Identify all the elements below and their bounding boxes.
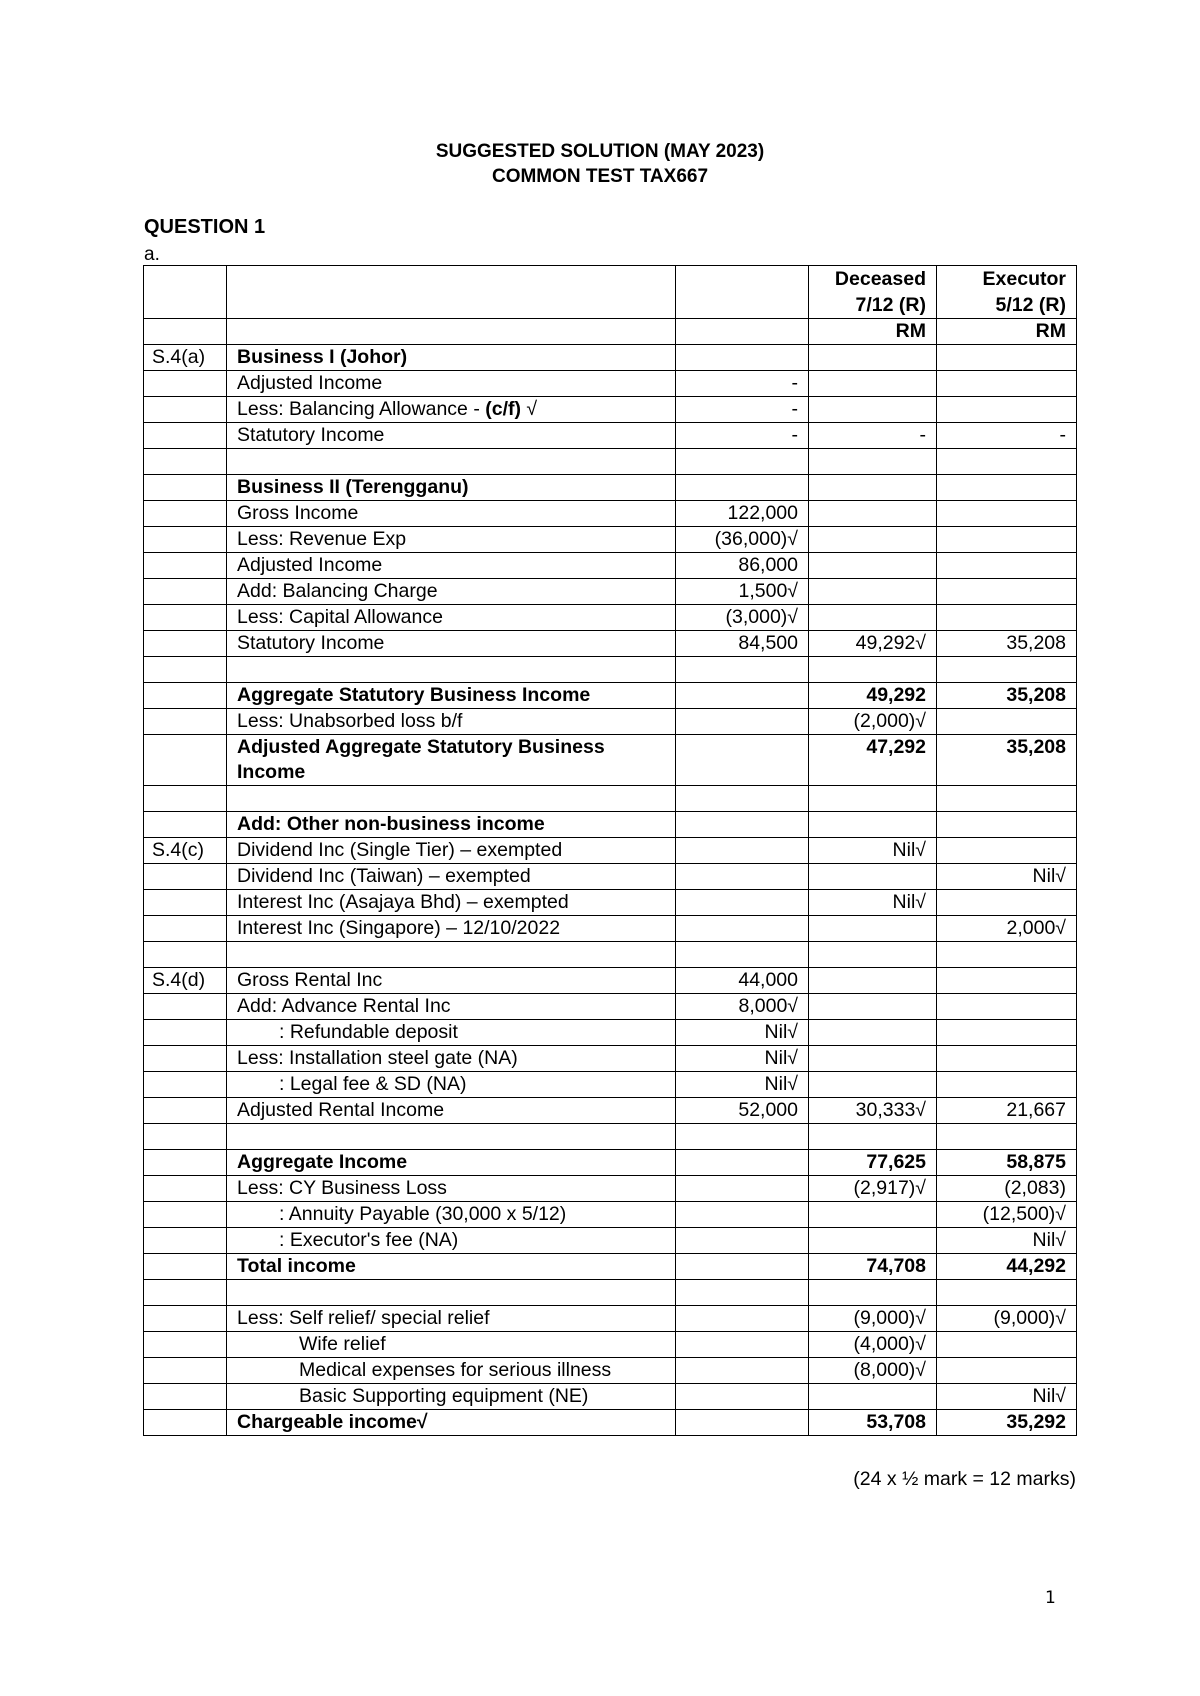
row-label: Business II (Terengganu): [227, 475, 676, 501]
deceased-cell: [809, 345, 937, 371]
section-code: [144, 1046, 227, 1072]
table-row: [144, 1306, 1077, 1332]
executor-cell: Nil√: [937, 864, 1077, 890]
section-code: [144, 1280, 227, 1306]
executor-cell: 35,208: [937, 735, 1077, 786]
executor-cell: -: [937, 423, 1077, 449]
deceased-heading: Deceased: [834, 268, 926, 290]
deceased-cell: [809, 1280, 937, 1306]
table-row: [144, 345, 1077, 371]
amount-cell: [676, 1384, 809, 1410]
row-label: Less: Installation steel gate (NA): [227, 1046, 676, 1072]
table-row: [144, 916, 1077, 942]
deceased-cell: [809, 1072, 937, 1098]
section-code: [144, 812, 227, 838]
row-label: Statutory Income: [227, 631, 676, 657]
section-code: [144, 864, 227, 890]
row-label: Statutory Income: [227, 423, 676, 449]
executor-cell: [937, 1046, 1077, 1072]
section-code: [144, 631, 227, 657]
row-label: Gross Income: [227, 501, 676, 527]
executor-cell: [937, 890, 1077, 916]
document-subtitle: COMMON TEST TAX667: [491, 166, 709, 187]
row-label: Add: Advance Rental Inc: [227, 994, 676, 1020]
amount-cell: Nil√: [676, 1072, 809, 1098]
solution-table: [143, 265, 1077, 1436]
amount-cell: [676, 1332, 809, 1358]
executor-cell: [937, 1124, 1077, 1150]
deceased-cell: [809, 579, 937, 605]
deceased-cell: [809, 527, 937, 553]
executor-cell: [937, 1072, 1077, 1098]
section-code: [144, 475, 227, 501]
table-row: [144, 1150, 1077, 1176]
table-row: [144, 1410, 1077, 1436]
row-label: [227, 1124, 676, 1150]
amount-cell: 86,000: [676, 553, 809, 579]
table-row: [144, 1280, 1077, 1306]
deceased-cell: (9,000)√: [809, 1306, 937, 1332]
deceased-ratio: 7/12 (R): [855, 294, 926, 316]
amount-cell: [676, 890, 809, 916]
section-code: [144, 657, 227, 683]
deceased-cell: [809, 786, 937, 812]
table-row: [144, 1332, 1077, 1358]
row-label: [227, 1280, 676, 1306]
section-code: [144, 890, 227, 916]
section-code: [144, 1124, 227, 1150]
row-label: Medical expenses for serious illness: [227, 1358, 676, 1384]
executor-cell: 35,208: [937, 631, 1077, 657]
row-label: : Executor's fee (NA): [227, 1228, 676, 1254]
page-number: 1: [1045, 1588, 1056, 1608]
amount-cell: [676, 345, 809, 371]
table-row: [144, 397, 1077, 423]
row-label: Adjusted Income: [227, 371, 676, 397]
deceased-cell: (8,000)√: [809, 1358, 937, 1384]
amount-cell: [676, 916, 809, 942]
row-label: : Annuity Payable (30,000 x 5/12): [227, 1202, 676, 1228]
executor-cell: [937, 475, 1077, 501]
marks-note: (24 x ½ mark = 12 marks): [853, 1468, 1076, 1490]
table-row: [144, 605, 1077, 631]
executor-ratio: 5/12 (R): [995, 294, 1066, 316]
amount-cell: -: [676, 423, 809, 449]
row-label: Add: Other non-business income: [227, 812, 676, 838]
row-label: [227, 449, 676, 475]
executor-cell: Nil√: [937, 1384, 1077, 1410]
executor-cell: 35,208: [937, 683, 1077, 709]
row-label: Less: Revenue Exp: [227, 527, 676, 553]
section-code: [144, 1306, 227, 1332]
table-row: [144, 1098, 1077, 1124]
table-row: [144, 1384, 1077, 1410]
amount-cell: [676, 657, 809, 683]
section-code: [144, 1150, 227, 1176]
section-code: [144, 1072, 227, 1098]
executor-cell: [937, 838, 1077, 864]
executor-cell: (12,500)√: [937, 1202, 1077, 1228]
deceased-cell: [809, 1020, 937, 1046]
deceased-cell: [809, 605, 937, 631]
deceased-cell: 30,333√: [809, 1098, 937, 1124]
row-label: [227, 397, 676, 423]
deceased-cell: Nil√: [809, 838, 937, 864]
amount-cell: 44,000: [676, 968, 809, 994]
section-code: [144, 1202, 227, 1228]
deceased-cell: [809, 994, 937, 1020]
amount-cell: 8,000√: [676, 994, 809, 1020]
header-cell-label: [227, 266, 676, 319]
table-row: [144, 1020, 1077, 1046]
section-code: [144, 942, 227, 968]
deceased-cell: 74,708: [809, 1254, 937, 1280]
amount-cell: Nil√: [676, 1020, 809, 1046]
row-label: Adjusted Aggregate Statutory Business Income: [227, 735, 676, 786]
deceased-cell: [809, 1384, 937, 1410]
header-cell-deceased: [809, 266, 937, 319]
section-code: [144, 423, 227, 449]
amount-cell: [676, 735, 809, 786]
executor-cell: [937, 579, 1077, 605]
executor-heading: Executor: [982, 268, 1066, 290]
table-row: [144, 475, 1077, 501]
row-label: Adjusted Income: [227, 553, 676, 579]
table-row: [144, 1228, 1077, 1254]
executor-cell: [937, 1358, 1077, 1384]
currency-executor: RM: [937, 319, 1077, 345]
row-label: Less: Self relief/ special relief: [227, 1306, 676, 1332]
amount-cell: [676, 1358, 809, 1384]
section-code: [144, 735, 227, 786]
executor-cell: 35,292: [937, 1410, 1077, 1436]
executor-cell: [937, 968, 1077, 994]
executor-cell: [937, 786, 1077, 812]
executor-cell: [937, 345, 1077, 371]
deceased-cell: [809, 501, 937, 527]
row-label: Aggregate Income: [227, 1150, 676, 1176]
currency-deceased: RM: [809, 319, 937, 345]
executor-cell: [937, 449, 1077, 475]
section-code: [144, 709, 227, 735]
section-code: [144, 553, 227, 579]
question-part: a.: [144, 244, 160, 265]
deceased-cell: -: [809, 423, 937, 449]
table-row: [144, 1358, 1077, 1384]
table-row: [144, 449, 1077, 475]
row-label-emphasis: (c/f): [485, 398, 521, 420]
executor-cell: [937, 1332, 1077, 1358]
row-label: Add: Balancing Charge: [227, 579, 676, 605]
deceased-cell: [809, 1046, 937, 1072]
section-code: [144, 1410, 227, 1436]
executor-cell: Nil√: [937, 1228, 1077, 1254]
amount-cell: [676, 1254, 809, 1280]
row-label: Interest Inc (Asajaya Bhd) – exempted: [227, 890, 676, 916]
deceased-cell: [809, 553, 937, 579]
executor-cell: [937, 994, 1077, 1020]
amount-cell: [676, 709, 809, 735]
section-code: [144, 1332, 227, 1358]
amount-cell: [676, 942, 809, 968]
executor-cell: 58,875: [937, 1150, 1077, 1176]
section-code: S.4(a): [144, 345, 227, 371]
deceased-cell: [809, 371, 937, 397]
header-cell-amount: [676, 266, 809, 319]
amount-cell: 122,000: [676, 501, 809, 527]
executor-cell: [937, 1280, 1077, 1306]
executor-cell: [937, 371, 1077, 397]
deceased-cell: 53,708: [809, 1410, 937, 1436]
row-label: Aggregate Statutory Business Income: [227, 683, 676, 709]
table-row: [144, 1254, 1077, 1280]
section-code: [144, 397, 227, 423]
table-row: [144, 864, 1077, 890]
deceased-cell: [809, 1202, 937, 1228]
row-label: Less: CY Business Loss: [227, 1176, 676, 1202]
row-label-text: Less: Balancing Allowance -: [237, 398, 486, 420]
table-row: [144, 942, 1077, 968]
deceased-cell: (4,000)√: [809, 1332, 937, 1358]
table-row: [144, 838, 1077, 864]
section-code: [144, 1254, 227, 1280]
section-code: [144, 1020, 227, 1046]
executor-cell: (9,000)√: [937, 1306, 1077, 1332]
amount-cell: -: [676, 397, 809, 423]
amount-cell: [676, 1280, 809, 1306]
table-header-row: [144, 266, 1077, 319]
amount-cell: (36,000)√: [676, 527, 809, 553]
section-code: [144, 605, 227, 631]
row-label: Total income: [227, 1254, 676, 1280]
executor-cell: 21,667: [937, 1098, 1077, 1124]
amount-cell: [676, 1228, 809, 1254]
amount-cell: 84,500: [676, 631, 809, 657]
row-label-tick: √: [520, 398, 538, 420]
section-code: S.4(d): [144, 968, 227, 994]
deceased-cell: [809, 864, 937, 890]
deceased-cell: [809, 657, 937, 683]
amount-cell: [676, 1306, 809, 1332]
executor-cell: [937, 605, 1077, 631]
deceased-cell: 49,292√: [809, 631, 937, 657]
row-label: Basic Supporting equipment (NE): [227, 1384, 676, 1410]
section-code: S.4(c): [144, 838, 227, 864]
table-row: [144, 657, 1077, 683]
amount-cell: -: [676, 371, 809, 397]
deceased-cell: [809, 1228, 937, 1254]
header-cell-code: [144, 266, 227, 319]
row-label: Dividend Inc (Single Tier) – exempted: [227, 838, 676, 864]
section-code: [144, 786, 227, 812]
section-code: [144, 1358, 227, 1384]
deceased-cell: (2,000)√: [809, 709, 937, 735]
table-row: [144, 423, 1077, 449]
amount-cell: [676, 864, 809, 890]
section-code: [144, 994, 227, 1020]
deceased-cell: [809, 812, 937, 838]
amount-cell: [676, 1124, 809, 1150]
section-code: [144, 1228, 227, 1254]
amount-cell: [676, 1202, 809, 1228]
row-label: [227, 942, 676, 968]
table-row: [144, 553, 1077, 579]
executor-cell: 44,292: [937, 1254, 1077, 1280]
amount-cell: [676, 812, 809, 838]
executor-cell: (2,083): [937, 1176, 1077, 1202]
amount-cell: [676, 449, 809, 475]
deceased-cell: [809, 968, 937, 994]
deceased-cell: [809, 397, 937, 423]
row-label: Wife relief: [227, 1332, 676, 1358]
section-code: [144, 501, 227, 527]
row-label: : Legal fee & SD (NA): [227, 1072, 676, 1098]
amount-cell: (3,000)√: [676, 605, 809, 631]
document-title: SUGGESTED SOLUTION (MAY 2023): [435, 141, 765, 162]
amount-cell: 52,000: [676, 1098, 809, 1124]
question-heading: QUESTION 1: [144, 216, 266, 238]
deceased-cell: 49,292: [809, 683, 937, 709]
table-row: [144, 994, 1077, 1020]
row-label: [227, 657, 676, 683]
deceased-cell: [809, 475, 937, 501]
table-row: [144, 735, 1077, 786]
row-label: Adjusted Rental Income: [227, 1098, 676, 1124]
section-code: [144, 916, 227, 942]
section-code: [144, 579, 227, 605]
section-code: [144, 1098, 227, 1124]
deceased-cell: [809, 449, 937, 475]
amount-cell: [676, 1176, 809, 1202]
row-label: Interest Inc (Singapore) – 12/10/2022: [227, 916, 676, 942]
deceased-cell: [809, 916, 937, 942]
row-label: Dividend Inc (Taiwan) – exempted: [227, 864, 676, 890]
table-row: [144, 890, 1077, 916]
table-row: [144, 1072, 1077, 1098]
deceased-cell: 47,292: [809, 735, 937, 786]
deceased-cell: 77,625: [809, 1150, 937, 1176]
row-label: Less: Unabsorbed loss b/f: [227, 709, 676, 735]
executor-cell: [937, 942, 1077, 968]
deceased-cell: [809, 1124, 937, 1150]
section-code: [144, 371, 227, 397]
table-row: [144, 371, 1077, 397]
executor-cell: [937, 527, 1077, 553]
currency-row: [144, 319, 1077, 345]
table-row: [144, 1176, 1077, 1202]
executor-cell: [937, 397, 1077, 423]
table-row: [144, 501, 1077, 527]
row-label: Less: Capital Allowance: [227, 605, 676, 631]
section-code: [144, 449, 227, 475]
executor-cell: [937, 709, 1077, 735]
amount-cell: [676, 475, 809, 501]
row-label: Chargeable income√: [227, 1410, 676, 1436]
table-row: [144, 709, 1077, 735]
table-row: [144, 968, 1077, 994]
executor-cell: [937, 1020, 1077, 1046]
section-code: [144, 527, 227, 553]
row-label: Gross Rental Inc: [227, 968, 676, 994]
row-label: Business I (Johor): [227, 345, 676, 371]
section-code: [144, 1384, 227, 1410]
table-row: [144, 812, 1077, 838]
amount-cell: Nil√: [676, 1046, 809, 1072]
amount-cell: [676, 1150, 809, 1176]
section-code: [144, 683, 227, 709]
amount-cell: [676, 1410, 809, 1436]
section-code: [144, 1176, 227, 1202]
table-row: [144, 683, 1077, 709]
executor-cell: [937, 501, 1077, 527]
deceased-cell: [809, 942, 937, 968]
executor-cell: [937, 657, 1077, 683]
header-cell-executor: [937, 266, 1077, 319]
table-row: [144, 1202, 1077, 1228]
deceased-cell: (2,917)√: [809, 1176, 937, 1202]
table-row: [144, 527, 1077, 553]
amount-cell: 1,500√: [676, 579, 809, 605]
amount-cell: [676, 838, 809, 864]
executor-cell: [937, 812, 1077, 838]
table-row: [144, 579, 1077, 605]
deceased-cell: Nil√: [809, 890, 937, 916]
executor-cell: [937, 553, 1077, 579]
table-row: [144, 1046, 1077, 1072]
amount-cell: [676, 683, 809, 709]
row-label: [227, 786, 676, 812]
amount-cell: [676, 786, 809, 812]
table-row: [144, 631, 1077, 657]
table-row: [144, 1124, 1077, 1150]
executor-cell: 2,000√: [937, 916, 1077, 942]
row-label: : Refundable deposit: [227, 1020, 676, 1046]
table-row: [144, 786, 1077, 812]
